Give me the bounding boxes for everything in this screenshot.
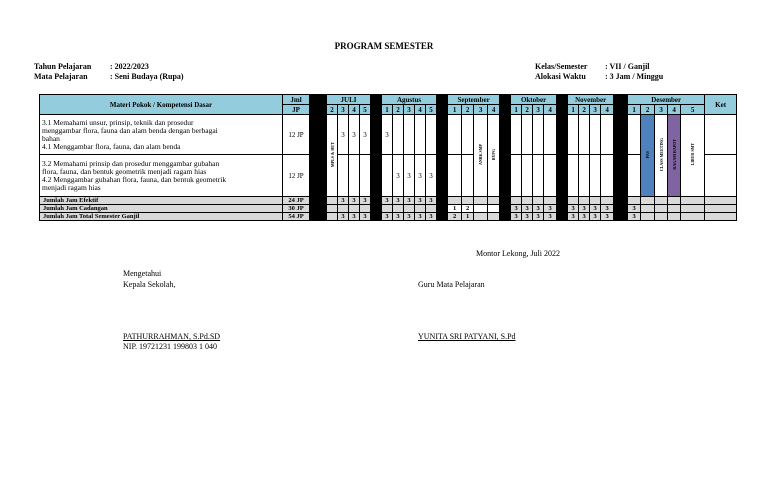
week-header: 2 xyxy=(327,105,338,115)
alokasi-label: Alokasi Waktu xyxy=(535,72,586,81)
jp-value: 3 xyxy=(338,115,349,155)
materi-line: menjadi ragam hias xyxy=(42,182,101,192)
week-header: 3 xyxy=(655,105,668,115)
meta-right xyxy=(535,62,663,82)
week-header: 2 xyxy=(641,105,655,115)
materi-line: bahan xyxy=(42,133,60,143)
jp-value: 3 xyxy=(426,155,437,197)
col-ket: Ket xyxy=(705,95,737,115)
jp-value: 3 xyxy=(349,115,360,155)
week-header: 3 xyxy=(338,105,349,115)
schedule-table xyxy=(39,94,737,221)
note-sept-b: BYPG xyxy=(491,148,497,161)
col-jml: Jml xyxy=(283,95,310,105)
week-header: 1 xyxy=(511,105,522,115)
week-header: 4 xyxy=(415,105,426,115)
week-header: 3 xyxy=(474,105,488,115)
jp-value: 3 xyxy=(360,115,371,155)
jp-value: 3 xyxy=(404,155,415,197)
page-title: PROGRAM SEMESTER xyxy=(334,41,434,51)
note-cell xyxy=(474,115,488,197)
note-cell xyxy=(681,115,705,197)
summary-row: Jumlah Jam Efektif 24 JP 3 3 3 3 3 3 3 3 xyxy=(40,197,737,205)
tahun-value: : 2022/2023 xyxy=(110,62,149,71)
summary-row: Jumlah Jam Cadangan 30 JP 1 2 3 3 3 3 3 3 3 3 3 xyxy=(40,205,737,213)
note-des-d: LIBUR SMT xyxy=(690,143,696,166)
black-col xyxy=(557,95,568,115)
note-cell xyxy=(488,115,500,197)
month-agustus: Agustus xyxy=(382,95,437,105)
meta-left xyxy=(34,62,184,82)
note-cell xyxy=(641,115,655,197)
kepala-name: PATHURRAHMAN, S.Pd.SD xyxy=(123,332,221,341)
note-cell xyxy=(655,115,668,197)
week-header: 1 xyxy=(568,105,579,115)
summary-label: Jumlah Jam Cadangan xyxy=(40,205,283,213)
black-col xyxy=(614,95,628,115)
jp-cell: 12 JP xyxy=(283,115,310,155)
col-jp: JP xyxy=(283,105,310,115)
tahun-label: Tahun Pelajaran xyxy=(34,62,92,71)
summary-jp: 30 JP xyxy=(283,205,310,213)
kelas-label: Kelas/Semester xyxy=(535,62,588,71)
kelas-value: : VII / Ganjil xyxy=(605,62,650,71)
guru-name: YUNITA SRI PATYANI, S.Pd xyxy=(418,332,516,341)
black-col xyxy=(500,115,511,197)
week-header: 2 xyxy=(522,105,533,115)
week-header: 5 xyxy=(360,105,371,115)
black-col xyxy=(614,115,628,197)
table-row xyxy=(40,155,737,197)
week-header: 2 xyxy=(393,105,404,115)
black-col xyxy=(437,95,448,115)
week-header: 2 xyxy=(462,105,474,115)
month-november: November xyxy=(568,95,614,105)
materi-line: flora, fauna, dan bentuk geometrik menjadi ragam hias xyxy=(42,166,207,176)
week-header: 2 xyxy=(579,105,590,115)
mapel-value: : Seni Budaya (Rupa) xyxy=(110,72,184,81)
week-header: 4 xyxy=(544,105,557,115)
note-sept-a: ANBK SMP xyxy=(478,144,484,165)
materi-line: 3.2 Memahami prinsip dan prosedur menggambar gubahan xyxy=(42,158,220,168)
place-date: Montor Lekong, Juli 2022 xyxy=(476,249,560,258)
jp-value: 3 xyxy=(382,115,393,155)
week-header: 3 xyxy=(533,105,544,115)
week-header: 5 xyxy=(681,105,705,115)
week-header: 4 xyxy=(488,105,500,115)
week-header: 1 xyxy=(628,105,641,115)
jp-value: 3 xyxy=(415,155,426,197)
black-col xyxy=(310,115,327,197)
week-header: 1 xyxy=(448,105,462,115)
note-des-c: RAGAM RAPOT xyxy=(671,139,677,170)
week-header: 4 xyxy=(668,105,681,115)
black-col xyxy=(437,115,448,197)
summary-row: Jumlah Jam Total Semester Ganjil 54 JP 3 3 3 3 3 3 3 3 2 1 3 3 3 3 3 3 3 3 3 xyxy=(40,213,737,221)
week-header: 4 xyxy=(349,105,360,115)
note-des-a: PAS xyxy=(645,150,651,159)
week-header: 4 xyxy=(601,105,614,115)
guru-title: Guru Mata Pelajaran xyxy=(418,280,485,289)
note-cell xyxy=(327,115,338,197)
month-desember: Desember xyxy=(628,95,705,105)
summary-label: Jumlah Jam Total Semester Ganjil xyxy=(40,213,283,221)
week-header: 3 xyxy=(590,105,601,115)
materi-line: 4.1 Menggambar flora, fauna, dan alam benda xyxy=(42,141,181,151)
note-des-b: CLASS MEETING xyxy=(658,137,664,172)
materi-line: menggambar flora, fauna dan alam benda dengan berbagai xyxy=(42,125,218,135)
jp-cell: 12 JP xyxy=(283,155,310,197)
kepala-nip: NIP. 19721231 199803 1 040 xyxy=(123,342,218,351)
black-col xyxy=(557,115,568,197)
summary-jp: 54 JP xyxy=(283,213,310,221)
materi-cell xyxy=(40,155,283,197)
jp-value: 3 xyxy=(393,155,404,197)
kepala-title: Kepala Sekolah, xyxy=(123,280,176,289)
materi-cell xyxy=(40,115,283,155)
month-september: September xyxy=(448,95,500,105)
alokasi-value: : 3 Jam / Minggu xyxy=(605,72,664,81)
note-juli: MPLS & HUT xyxy=(329,141,335,168)
week-header: 3 xyxy=(404,105,415,115)
summary-jp: 24 JP xyxy=(283,197,310,205)
summary-label: Jumlah Jam Efektif xyxy=(40,197,283,205)
mengetahui-text: Mengetahui xyxy=(123,269,162,278)
week-header: 1 xyxy=(382,105,393,115)
note-cell xyxy=(668,115,681,197)
month-oktober: Oktober xyxy=(511,95,557,105)
materi-line: 4.2 Menggambar gubahan flora, fauna, dan bentuk geometrik xyxy=(42,174,227,184)
month-juli: JULI xyxy=(327,95,371,105)
week-header: 5 xyxy=(426,105,437,115)
mapel-label: Mata Pelajaran xyxy=(34,72,88,81)
col-materi: Materi Pokok / Kompetensi Dasar xyxy=(40,95,283,115)
black-col xyxy=(500,95,511,115)
black-col xyxy=(371,95,382,115)
table-row xyxy=(40,115,737,155)
black-col xyxy=(310,95,327,115)
materi-line: 3.1 Memahami unsur, prinsip, teknik dan prosedur xyxy=(42,117,194,127)
black-col xyxy=(371,115,382,197)
